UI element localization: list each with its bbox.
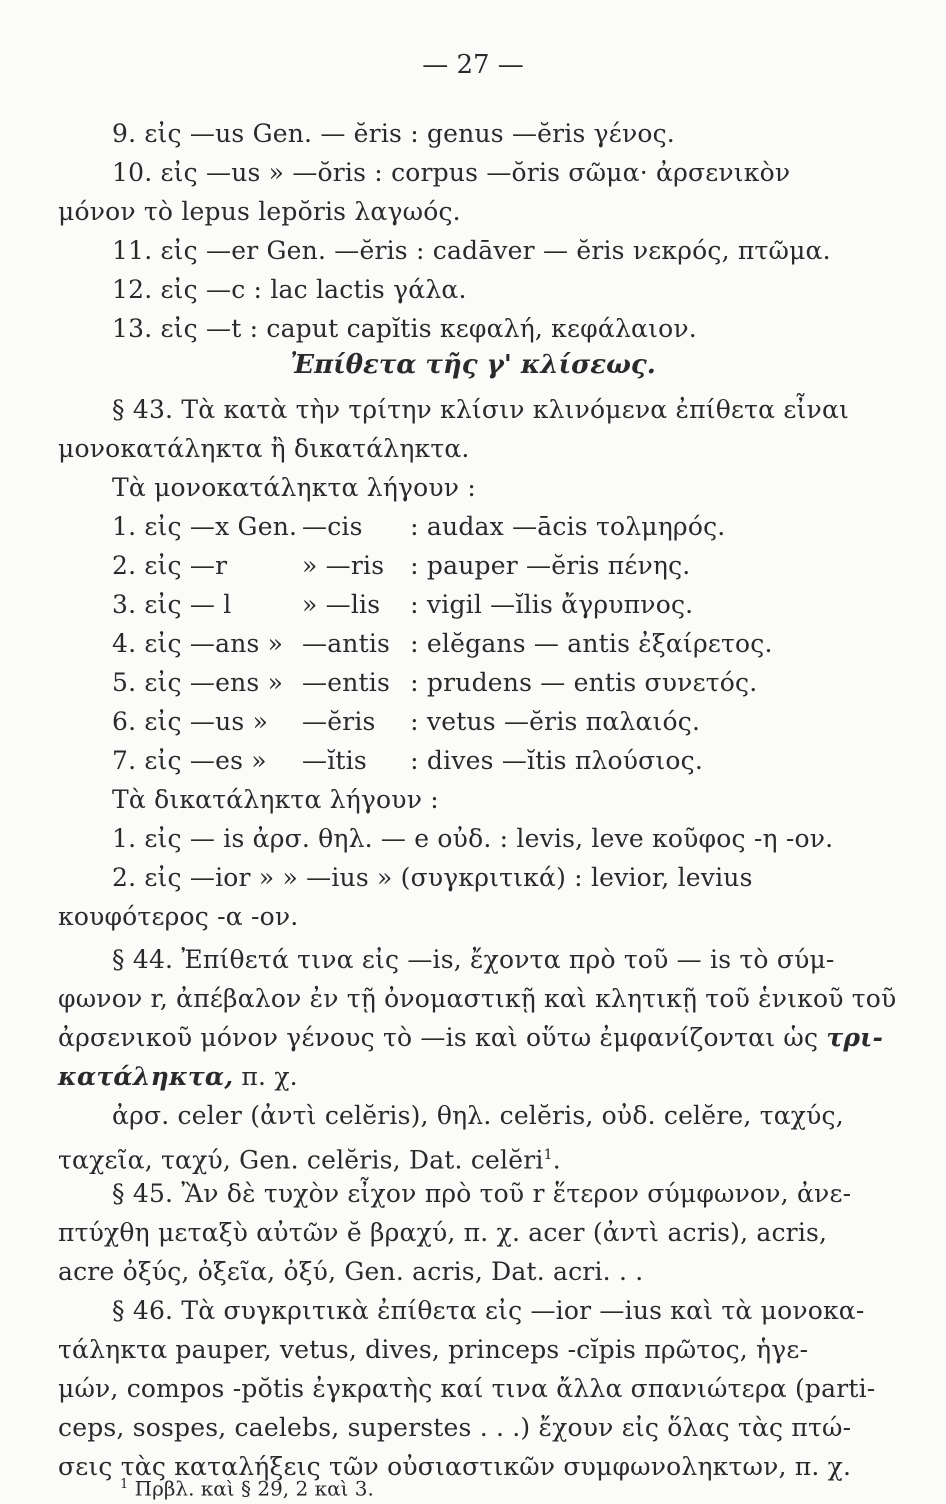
list-item: 13. εἰς —t : caput capĭtis κεφαλή, κεφάλαιον. [112,314,697,343]
list-col: : vetus —ĕris παλαιός. [410,707,701,736]
footnote-text: Πρβλ. καὶ § 29, 2 καὶ 3. [134,1476,374,1501]
list-item: 10. εἰς —us » —ŏris : corpus —ŏris σῶμα· ἀρσενικὸν [112,158,791,187]
list-col: 7. εἰς —es » [112,746,267,775]
paragraph-line: Τὰ μονοκατάληκτα λήγουν : [112,473,476,502]
paragraph-line: § 44. Ἐπίθετά τινα εἰς —is, ἔχοντα πρὸ τοῦ — is τὸ σύμ- [112,945,835,974]
paragraph-line: ταχεῖα, ταχύ, Gen. celĕris, Dat. celĕri$^1$. [58,1145,561,1175]
footnote-ref: 1 [543,1147,553,1163]
paragraph-line: ceps, sospes, caelebs, superstes . . .) ἔχουν εἰς ὅλας τὰς πτώ- [58,1413,852,1442]
list-col: 6. εἰς —us » [112,707,269,736]
list-col: : pauper —ĕris πένης. [410,551,691,580]
emphasis-text: τρι- [826,1023,884,1052]
paragraph-line: φωνον r, ἀπέβαλον ἐν τῇ ὀνομαστικῇ καὶ κλητικῇ τοῦ ἑνικοῦ τοῦ [58,984,897,1013]
paragraph-line: acre ὀξύς, ὀξεῖα, ὀξύ, Gen. acris, Dat. acri. . . [58,1257,644,1286]
paragraph-line: μών, compos -pŏtis ἐγκρατὴς καί τινα ἄλλα σπανιώτερα (parti- [58,1374,876,1403]
list-item [112,704,700,740]
list-col: » —lis [302,590,381,619]
footnote [120,1470,374,1504]
list-col: » —ris [302,551,385,580]
list-item [112,587,693,623]
list-item [112,626,773,662]
list-col: : prudens — entis συνετός. [410,668,758,697]
list-col: : vigil —ĭlis ἄγρυπνος. [410,590,694,619]
paragraph-line: ἀρσ. celer (ἀντὶ celĕris), θηλ. celĕris, οὐδ. celĕre, ταχύς, [112,1101,844,1130]
list-item: κουφότερος -α -ον. [58,902,299,931]
text-run: π. χ. [241,1062,298,1091]
text-run: ἀρσενικοῦ μόνον γένους τὸ —is καὶ οὕτω ἐμφανίζονται ὡς [58,1023,819,1052]
paragraph-line [58,1020,883,1056]
list-item [112,743,703,779]
list-item: μόνον τὸ lepus lepŏris λαγωός. [58,197,461,226]
paragraph-line [58,1059,298,1095]
list-item [112,548,690,584]
paragraph-line: σεις τὰς καταλήξεις τῶν οὐσιαστικῶν συμφωνοληκτων, π. χ. [58,1452,852,1481]
emphasis-text: κατάληκτα, [58,1062,234,1091]
list-col: —ĕris [302,707,376,736]
list-item [112,665,757,701]
list-item: 1. εἰς — is ἀρσ. θηλ. — e οὐδ. : levis, leve κοῦφος -η -ον. [112,824,834,853]
paragraph-line: μονοκατάληκτα ἢ δικατάληκτα. [58,434,470,463]
list-col: : dives —ĭtis πλούσιος. [410,746,704,775]
text-run: ταχεῖα, ταχύ, Gen. celĕris, Dat. celĕri [58,1145,544,1175]
list-col: 2. εἰς —r [112,551,228,580]
list-col: : audax —ācis τολμηρός. [410,512,726,541]
list-col: 5. εἰς —ens » [112,668,284,697]
paragraph-line: § 43. Τὰ κατὰ τὴν τρίτην κλίσιν κλινόμενα ἐπίθετα εἶναι [112,395,850,424]
list-col: —cis [302,512,363,541]
list-item: 11. εἰς —er Gen. —ĕris : cadāver — ĕris νεκρός, πτῶμα. [112,236,831,265]
list-item [112,509,725,545]
paragraph-line: πτύχθη μεταξὺ αὐτῶν ĕ βραχύ, π. χ. acer (ἀντὶ acris), acris, [58,1218,828,1247]
paragraph-line: Τὰ δικατάληκτα λήγουν : [112,785,439,814]
list-col: —antis [302,629,391,658]
list-col: : elĕgans — antis ἐξαίρετος. [410,629,773,658]
list-col: 4. εἰς —ans » [112,629,284,658]
list-col: 1. εἰς —x Gen. [112,512,298,541]
list-item: 12. εἰς —c : lac lactis γάλα. [112,275,467,304]
paragraph-line: τάληκτα pauper, vetus, dives, princeps -cĭpis πρῶτος, ἡγε- [58,1335,809,1364]
list-col: 3. εἰς — l [112,590,232,619]
page-number: — 27 — [422,50,524,80]
list-item: 9. εἰς —us Gen. — ĕris : genus —ĕris γένος. [112,119,675,148]
section-heading: Ἐπίθετα τῆς γ' κλίσεως. [290,350,656,380]
list-col: —entis [302,668,390,697]
paragraph-line: § 45. Ἂν δὲ τυχὸν εἶχον πρὸ τοῦ r ἕτερον σύμφωνον, ἀνε- [112,1179,852,1208]
paragraph-line: § 46. Τὰ συγκριτικὰ ἐπίθετα εἰς —ior —ius καὶ τὰ μονοκα- [112,1296,865,1325]
list-item: 2. εἰς —ior » » —ius » (συγκριτικά) : levior, levius [112,863,753,892]
footnote-mark: 1 [120,1477,129,1492]
list-col: —ĭtis [302,746,367,775]
